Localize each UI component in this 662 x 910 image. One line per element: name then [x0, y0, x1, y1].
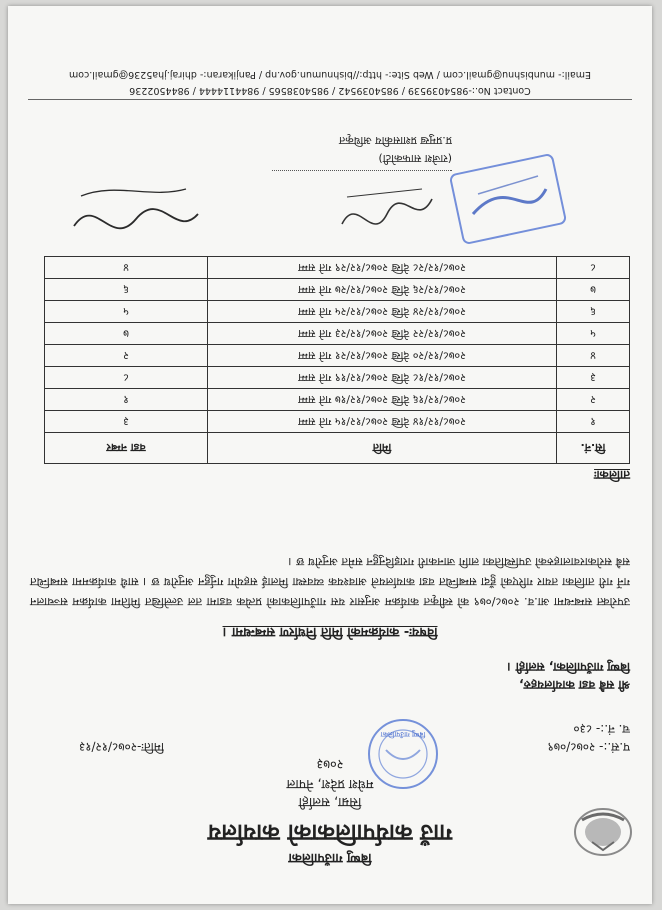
table-header-row [45, 433, 630, 464]
letter-body: उपरोक्त सम्बन्धमा आ.व. २०७८/०७९ को स्वीकृत कार्यक्रम अनुसार यस गाउँपालिकाको प्रत्येक वडामा तल उल्लेखित मितिमा कार्यक्रम सञ्चालन गर्ने गरी तालिका तयार गरिएको हुँदा सम्बन्धित वडा कार्यालयले आवश्यक व्यवस्था मिलाई सहयोग गर्नुहुन अनुरोध छ । साथै कार्यक्रममा सम्बन्धित सबै सरोकारवालाहरुको उपस्थितिका लागि जानकारी गराइदिनुहुन समेत अनुरोध छ । [30, 555, 630, 609]
cell-serial: ३ [557, 367, 630, 389]
col-serial-header: सि.नं. [557, 433, 630, 464]
signatory-title: प्र.प्रमुख प्रशासकीय अधिकृत [338, 134, 452, 147]
signature-divider [272, 170, 452, 171]
handwritten-signature-icon [332, 179, 442, 239]
letter-subject: विषयः- कार्यक्रमको मिति निर्धारण सम्बन्धमा । [222, 624, 438, 639]
col-date-header: मिति [208, 433, 557, 464]
table-row [45, 389, 630, 411]
cell-serial: १ [557, 411, 630, 433]
col-ward-header: वडा नम्बर [45, 433, 208, 464]
table-row [45, 411, 630, 433]
table-row [45, 345, 630, 367]
cell-ward: ५ [45, 301, 208, 323]
cell-ward: ८ [45, 367, 208, 389]
cell-ward: ३ [45, 411, 208, 433]
stamp-text: बिष्णु गाउँपालिका [380, 730, 426, 738]
addressee-line-2: बिष्णु गाउँपालिका, सर्लाही । [507, 660, 630, 674]
municipality-name: बिष्णु गाउँपालिका [288, 850, 372, 865]
cell-date: २०७८/१२/१४ देखि २०७८/१२/१५ गते सम्म [208, 411, 557, 433]
cell-serial: ५ [557, 323, 630, 345]
footer-contact: Contact No.:-9854039539 / 9854039542 / 9854038565 / 9844114444 / 9844502236 [129, 85, 531, 96]
footer-email: Email:- munbishnu@gmail.com / Web Site:- http://bishnumun.gov.np / Panjikaran:- dhiraj.jha5236@gmail.com [68, 69, 592, 80]
letter-date: मितिः-२०७८/१२/१३ [79, 740, 164, 754]
cell-serial: ४ [557, 345, 630, 367]
cell-ward: ४ [45, 257, 208, 279]
cell-serial: ८ [557, 257, 630, 279]
addressee-line-1: श्री सबै वडा कार्यालयहरु, [519, 678, 630, 692]
cell-date: २०७८/१२/१८ देखि २०७८/१२/१९ गते सम्म [208, 367, 557, 389]
cell-ward: २ [45, 345, 208, 367]
cell-serial: ६ [557, 301, 630, 323]
province-line: मधेश प्रदेश, नेपाल [286, 776, 374, 791]
officer-signature-stamp [448, 149, 568, 244]
office-title: गाउँ कार्यपालिकाको कार्यालय [207, 819, 453, 846]
address-line: सिम्रा, सर्लाही [298, 794, 362, 809]
cell-date: २०७८/१२/२२ देखि २०७८/१२/२३ गते सम्म [208, 323, 557, 345]
cell-date: २०७८/१२/२४ देखि २०७८/१२/२५ गते सम्म [208, 301, 557, 323]
cell-ward: ६ [45, 279, 208, 301]
handwritten-approval-icon [66, 174, 206, 244]
office-seal-stamp [364, 712, 442, 796]
table-row [45, 323, 630, 345]
table-row [45, 367, 630, 389]
cell-date: २०७८/१२/२० देखि २०७८/१२/२१ गते सम्म [208, 345, 557, 367]
cell-date: २०७८/१२/२६ देखि २०७८/१२/२७ गते सम्म [208, 279, 557, 301]
reference-number: च. नं.:- ८३० [573, 722, 630, 736]
signatory-name: (राजेश साफकोटी) [378, 152, 452, 165]
schedule-title: तालिकाः [594, 468, 630, 482]
footer-divider [28, 99, 632, 100]
table-row [45, 301, 630, 323]
table-row [45, 279, 630, 301]
cell-ward: ७ [45, 323, 208, 345]
table-row [45, 257, 630, 279]
cell-date: २०७८/१२/२८ देखि २०७८/१२/२९ गते सम्म [208, 257, 557, 279]
cell-date: २०७८/१२/१६ देखि २०७८/१२/१७ गते सम्म [208, 389, 557, 411]
cell-serial: २ [557, 389, 630, 411]
established-year: २०७३ [316, 756, 344, 771]
schedule-table [44, 256, 630, 464]
cell-ward: १ [45, 389, 208, 411]
scanned-letter [8, 6, 652, 904]
fiscal-year: प.सं.:- २०७८/०७९ [547, 740, 630, 754]
cell-serial: ७ [557, 279, 630, 301]
